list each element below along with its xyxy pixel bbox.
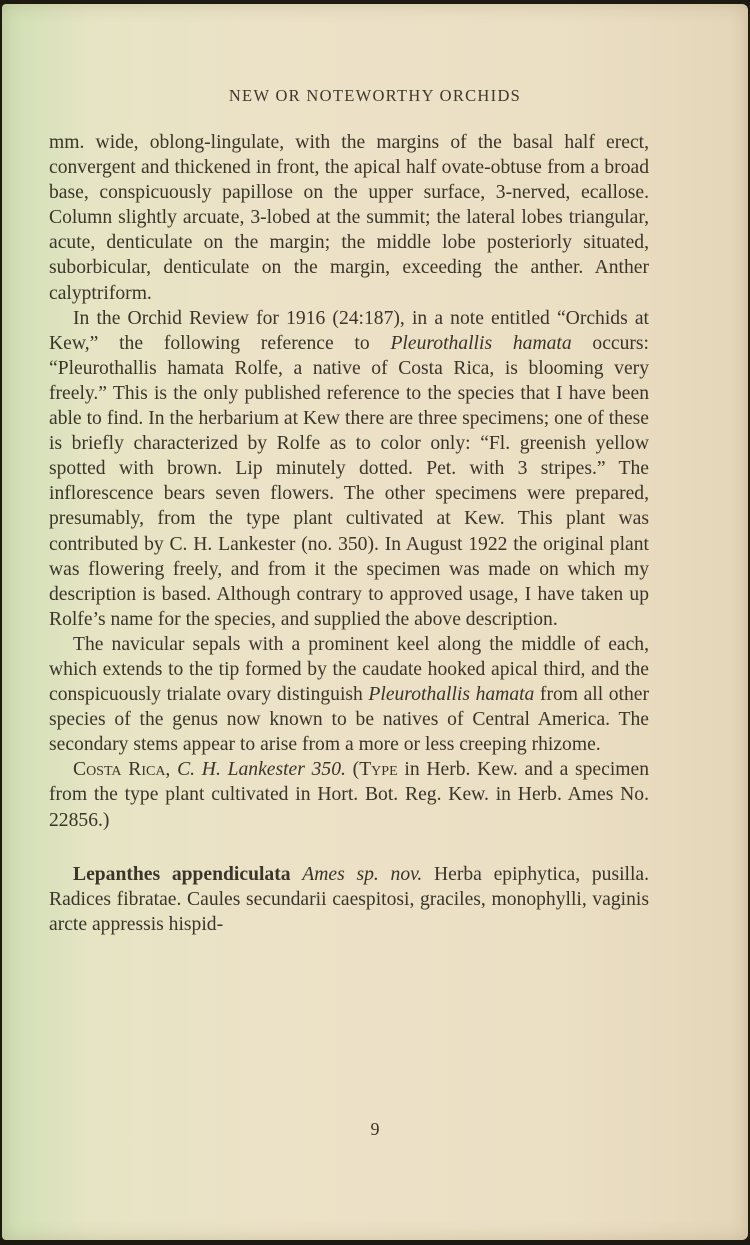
paragraph-distinguishing-features (49, 632, 649, 757)
paragraph-specimen-citation (49, 757, 649, 832)
collector: C. H. Lankester 350. (177, 759, 346, 781)
paragraph-new-species (49, 862, 649, 937)
text-run: ( (352, 759, 360, 781)
species-author: Ames sp. nov. (302, 863, 423, 885)
type-label: Type (359, 759, 398, 781)
section-gap (49, 833, 649, 862)
running-header: NEW OR NOTEWORTHY ORCHIDS (228, 86, 522, 105)
body-text (49, 130, 649, 937)
text-run: In the Orchid Review for 1916 (24:187), in a note entitled “Orchids at Kew,” the following reference to (49, 307, 649, 354)
page-number: 9 (370, 1119, 380, 1139)
paragraph-orchid-review (49, 306, 649, 632)
text-run: from all other species of the genus now known to be natives of Central America. The secondary stems appear to arise from a more or less creeping rhizome. (49, 684, 649, 756)
species-name-italic: Pleurothallis hamata (368, 684, 535, 706)
species-name-italic: Pleurothallis hamata (390, 332, 572, 354)
text-run: The navicular sepals with a prominent keel along the middle of each, which extends to the tip formed by the caudate hooked apical third, and the conspicuously trialate ovary distinguish (49, 633, 649, 706)
text-run: in Herb. Kew. and a specimen from the type plant cultivated in Hort. Bot. Reg. Kew. in Herb. Ames No. 22856.) (49, 759, 650, 831)
latin-description: Herba epiphytica, pusilla. Radices fibratae. Caules secundarii caespitosi, graciles, monophylli, vaginis arcte appressis hispid- (49, 863, 650, 935)
book-page (2, 4, 748, 1240)
locality: Costa Rica, (73, 759, 171, 781)
text-run: occurs: “Pleurothallis hamata Rolfe, a native of Costa Rica, is blooming very freely.” This is the only published reference to the species that I have been able to find. In the herbarium at Kew there are three specimens; one of these is briefly characterized by Rolfe as to color only: “Fl. greenish yellow spotted with brown. Lip minutely dotted. Pet. with 3 stripes.” The inflorescence bears seven flowers. The other specimens were prepared, presumably, from the type plant cultivated at Kew. This plant was contributed by C. H. Lankester (no. 350). In August 1922 the original plant was flowering freely, and from it the specimen was made on which my description is based. Although contrary to approved usage, I have taken up Rolfe’s name for the species, and supplied the above description. (49, 332, 650, 630)
paragraph-description-end: mm. wide, oblong-lingulate, with the margins of the basal half erect, convergent and thickened in front, the apical half ovate-obtuse from a broad base, conspicuously papillose on the upper surface, 3-nerved, ecallose. Column slightly arcuate, 3-lobed at the summit; the lateral lobes triangular, acute, denticulate on the margin; the middle lobe posteriorly situated, suborbicular, denticulate on the margin, exceeding the anther. Anther calyptriform. (49, 132, 649, 304)
new-species-name: Lepanthes appendiculata (73, 863, 291, 885)
